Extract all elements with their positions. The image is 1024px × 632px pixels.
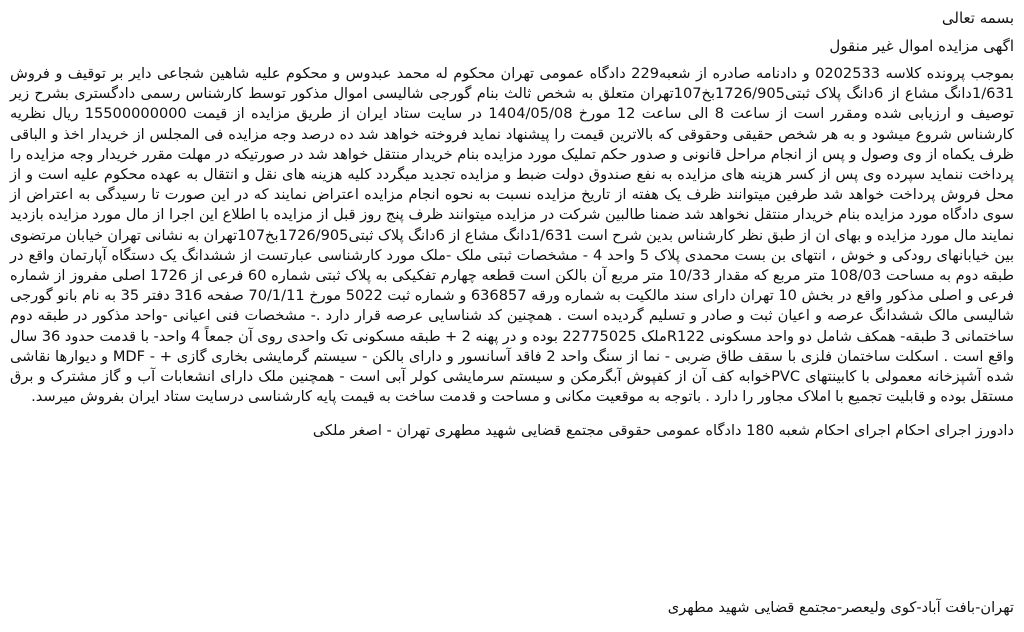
notice-heading: بسمه تعالی xyxy=(941,9,1014,27)
notice-body: بموجب پرونده کلاسه 0202533 و دادنامه صادره از شعبه229 دادگاه عمومی تهران محکوم له محمد عبدوس و محکوم علیه شاهین شجاعی دایر بر توقیف و فروش 1/631دانگ مشاع از 6دانگ پلاک ثبتی1726/905بخ107تهران متعلق به شخص ثالث بنام گورجی شالیسی اموال مذکور توسط کارشناس رسمی دادگستری بشرح زیر توصیف و ارزیابی شده ومقرر است از ساعت 8 الی ساعت 12 مورخ 1404/05/08 در سایت ستاد ایران از طریق مزایده از قیمت 15500000000 ریال نظریه کارشناس شروع میشود و به هر شخص حقیقی وحقوقی که بالاترین قیمت را پیشنهاد نماید فروخته خواهد شد ده درصد وجه مزایده فی المجلس از خریدار اخذ و الباقی ظرف یکماه از وی وصول و پس از انجام مراحل قانونی و صدور حکم تملیک مورد مزایده بنام خریدار منتقل خواهد شد در صورتیکه در مهلت مقرر خریدار وجه مزایده را پرداخت ننماید سپرده وی پس از کسر هزینه های مزایده به نفع صندوق دولت ضبط و مزایده تجدید میگردد کلیه هزینه های نقل و انتقال به عهده محکوم علیه است و از محل فروش پرداخت خواهد شد طرفین میتوانند ظرف یک هفته از تاریخ مزایده نسبت به نحوه انجام مزایده اعتراض نمایند که در این صورت تا رسیدگی به اعتراض از سوی دادگاه مورد مزایده بنام خریدار منتقل نخواهد شد ضمنا طالبین شرکت در مزایده میتوانند ظرف پنج روز قبل از مزایده با اطلاع این اجرا از مال مورد مزایده بازدید نمایند مال مورد مزایده و بهای ان از طبق نظر کارشناس بدین شرح است 1/631دانگ مشاع از 6دانگ پلاک ثبتی1726/905بخ107تهران به نشانی تهران خیابان مرتضوی بین خیابانهای رودکی و خوش ، انتهای بن بست محمدی پلاک 5 واحد 4 - مشخصات ثبتی ملک -ملک مورد کارشناسی عبارتست از ششدانگ یک دستگاه آپارتمان واقع در طبقه دوم به مساحت 108/03 متر مربع که مقدار 10/33 متر مربع آن بالکن است قطعه چهارم تفکیکی به پلاک ثبتی شماره 60 فرعی از 1726 اصلی مفروز از شماره فرعی و اصلی مذکور واقع در بخش 10 تهران دارای سند مالکیت به شماره ورقه 636857 و شماره ثبت 5022 مورخ 70/1/11 صفحه 316 دفتر 35 به نام بانو گورجی شالیسی مالک ششدانگ عرصه و اعیان ثبت و صادر و تسلیم گردیده است . همچنین کد شناسایی عرصه قرار دارد .- مشخصات فنی اعیانی -واحد مذکور در طبقه دوم ساختمانی 3 طبقه- همکف شامل دو واحد مسکونی R122ملک 22775025 بوده و در پهنه 2 + طبقه مسکونی تک واحدی روی آن جمعاً 4 واحد- با قدمت حدود 36 سال واقع است . اسکلت ساختمان فلزی با سقف طاق ضربی - نما از سنگ واحد 2 فاقد آسانسور و دارای بالکن - سیستم گرمایشی بخاری گازی + - MDF و دیوارها نقاشی شده آشپزخانه معمولی با کابینتهای PVCخوابه کف آن از کفپوش آبگرمکن و سیستم سرمایشی کولر آبی است - همچنین ملک دارای انشعابات آب و گاز مشترک و برق مستقل بوده و قابلیت تجمیع با املاک مجاور را دارد . باتوجه به موقعیت مکانی و مساحت و قدمت ساخت به قیمت پایه کارشناسی درسایت ستاد ایران بفروش میرسد. xyxy=(10,65,1015,406)
court-address: تهران-بافت آباد-کوی ولیعصر-مجتمع قضایی شهید مطهری xyxy=(667,599,1014,616)
judge-signature-line: دادورز اجرای احکام اجرای احکام شعبه 180 دادگاه عمومی حقوقی مجتمع قضایی شهید مطهری تهران - اصغر ملکی xyxy=(312,422,1014,440)
notice-title: اگهی مزایده اموال غیر منقول xyxy=(829,37,1014,55)
